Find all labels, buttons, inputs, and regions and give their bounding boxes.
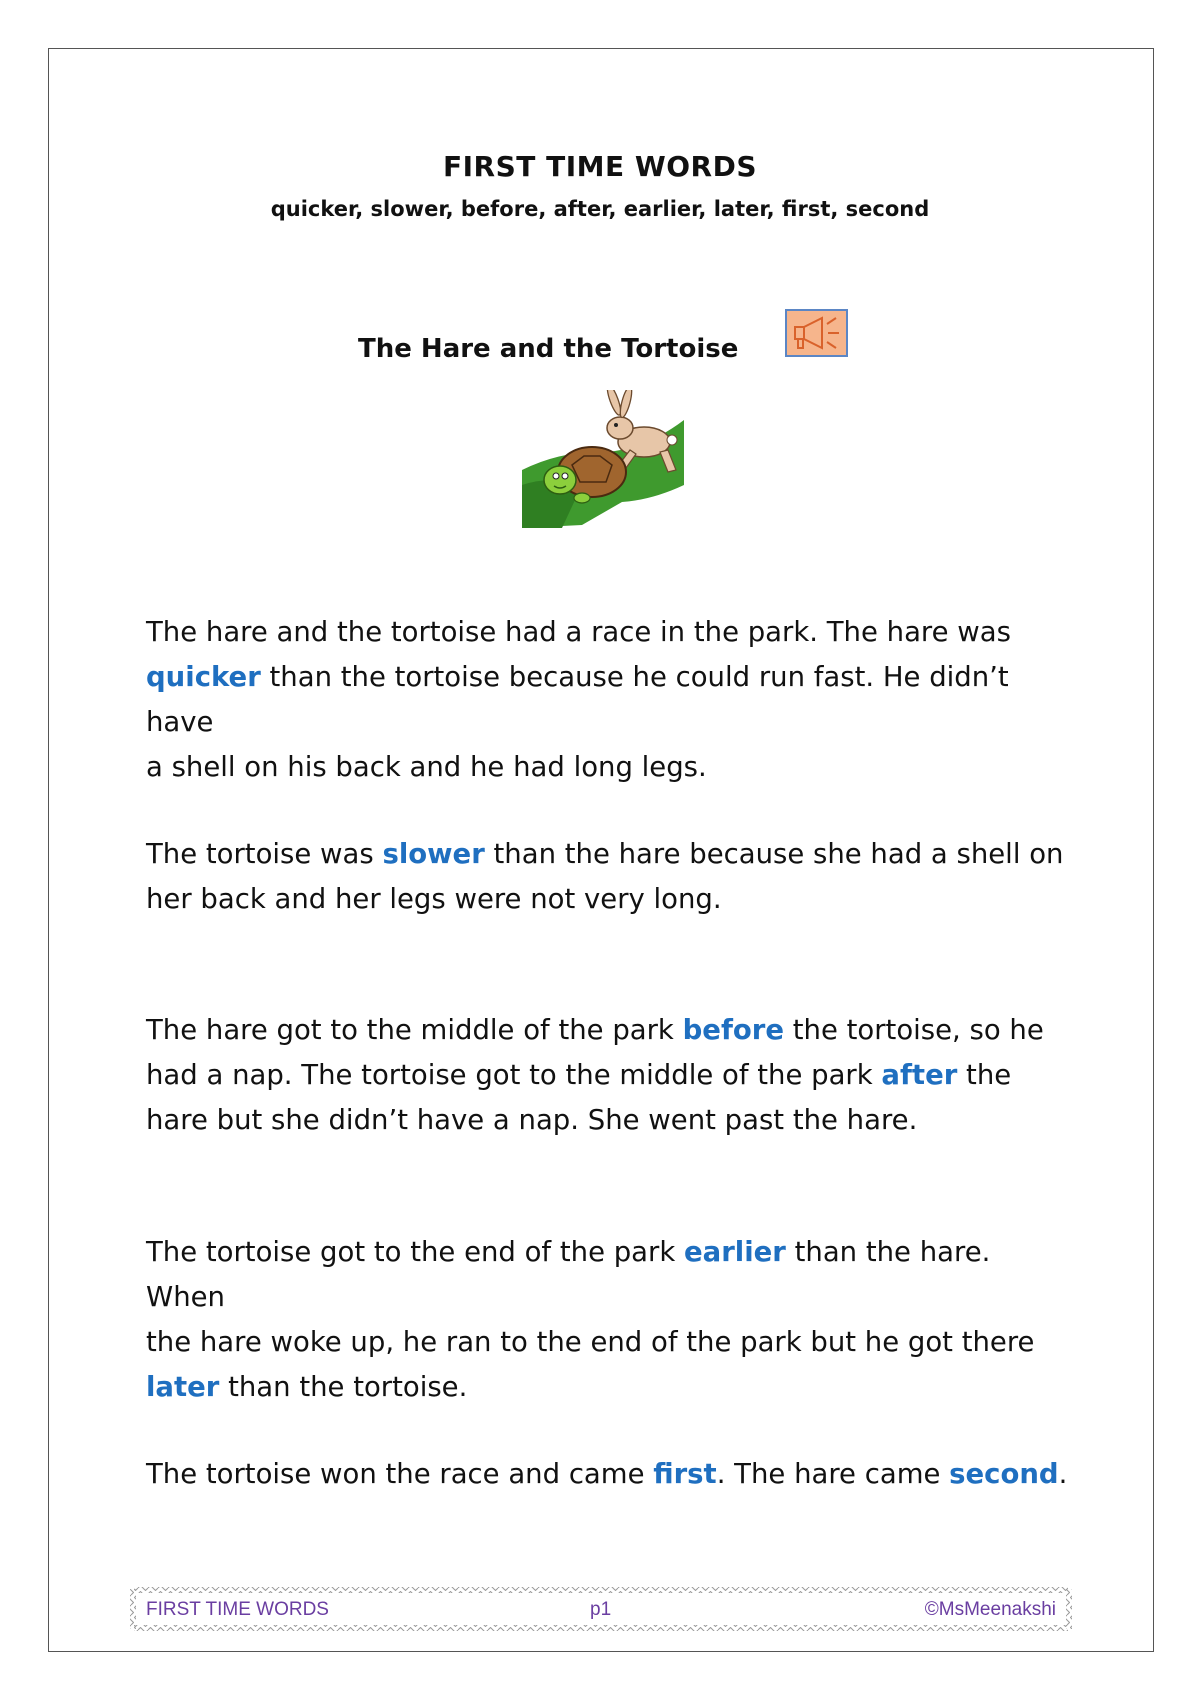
paragraph-text: a shell on his back and he had long legs. — [146, 751, 707, 783]
footer-title: FIRST TIME WORDS — [146, 1599, 329, 1620]
footer-page-number: p1 — [590, 1599, 612, 1620]
paragraph-text: The hare got to the middle of the park — [146, 1014, 683, 1046]
keyword-first: first — [653, 1458, 717, 1490]
paragraph-text: . The hare came — [716, 1458, 950, 1490]
paragraph-text: the tortoise, so he — [784, 1014, 1044, 1046]
paragraph-text: her back and her legs were not very long. — [146, 883, 722, 915]
paragraph-text: The tortoise got to the end of the park — [146, 1236, 685, 1268]
word-list-subtitle: quicker, slower, before, after, earlier, later, first, second — [270, 197, 930, 221]
keyword-quicker: quicker — [146, 661, 261, 693]
paragraph-text: than the hare. When — [146, 1236, 991, 1313]
story-paragraph — [146, 1452, 1076, 1497]
paragraph-text: the hare woke up, he ran to the end of the park but he got there — [146, 1326, 1035, 1358]
hare-and-tortoise-image — [522, 390, 684, 530]
story-paragraph — [146, 1230, 1076, 1410]
page-title: FIRST TIME WORDS — [442, 150, 758, 183]
story-title: The Hare and the Tortoise — [358, 334, 739, 364]
paragraph-text: the — [957, 1059, 1012, 1091]
paragraph-text: The hare and the tortoise had a race in the park. The hare was — [146, 616, 1011, 648]
keyword-later: later — [146, 1371, 220, 1403]
keyword-slower: slower — [382, 838, 485, 870]
paragraph-text: than the tortoise because he could run fast. He didn’t have — [146, 661, 1009, 738]
keyword-before: before — [682, 1014, 785, 1046]
story-paragraph — [146, 610, 1076, 790]
footer-copyright: ©MsMeenakshi — [924, 1599, 1056, 1620]
story-paragraph — [146, 832, 1076, 922]
keyword-after: after — [881, 1059, 958, 1091]
speaker-megaphone-icon[interactable] — [785, 309, 848, 357]
paragraph-text: than the tortoise. — [219, 1371, 468, 1403]
paragraph-text: The tortoise won the race and came — [146, 1458, 654, 1490]
keyword-earlier: earlier — [684, 1236, 786, 1268]
keyword-second: second — [949, 1458, 1059, 1490]
paragraph-text: hare but she didn’t have a nap. She went past the hare. — [146, 1104, 918, 1136]
paragraph-text: had a nap. The tortoise got to the middle of the park — [146, 1059, 882, 1091]
paragraph-text: . — [1058, 1458, 1068, 1490]
page-footer — [128, 1585, 1074, 1633]
story-paragraph — [146, 1008, 1076, 1143]
paragraph-text: The tortoise was — [146, 838, 383, 870]
paragraph-text: than the hare because she had a shell on — [484, 838, 1064, 870]
